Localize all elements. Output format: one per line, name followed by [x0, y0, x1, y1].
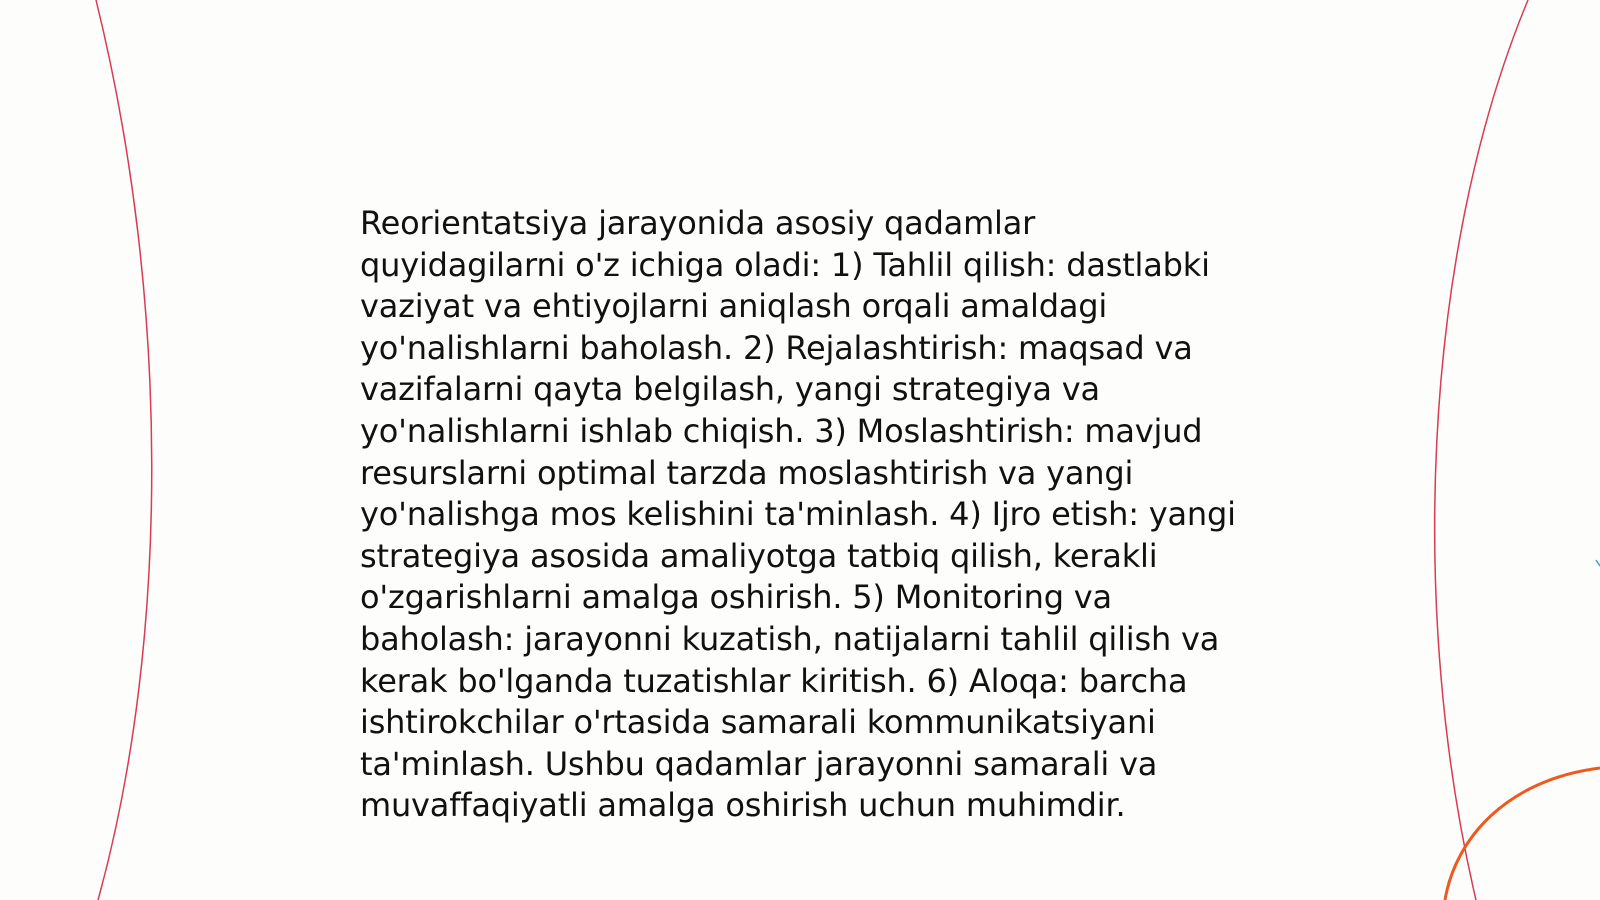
slide-body-text: Reorientatsiya jarayonida asosiy qadamlar quyidagilarni o'z ichiga oladi: 1) Tahlil qilish: dastlabki vaziyat va ehtiyojlarni aniqlash orqali amaldagi yo'nalishlarni baholash. 2) Rejalashtirish: maqsad va vazifalarni qayta belgilash, yangi strategiya va yo'nalishlarni ishlab chiqish. 3) Moslashtirish: mavjud resurslarni optimal tarzda moslashtirish va yangi yo'nalishga mos kelishini ta'minlash. 4) Ijro etish: yangi strategiya asosida amaliyotga tatbiq qilish, kerakli o'zgarishlarni amalga oshirish. 5) Monitoring va baholash: jarayonni kuzatish, natijalarni tahlil qilish va kerak bo'lganda tuzatishlar kiritish. 6) Aloqa: barcha ishtirokchilar o'rtasida samarali kommunikatsiyani ta'minlash. Ushbu qadamlar jarayonni samarali va muvaffaqiyatli amalga oshirish uchun muhimdir.: [360, 204, 1236, 825]
left-curve-line: [96, 0, 152, 900]
accent-tick: [1596, 560, 1600, 566]
right-curve-line: [1435, 0, 1528, 900]
accent-arc: [1445, 768, 1600, 900]
